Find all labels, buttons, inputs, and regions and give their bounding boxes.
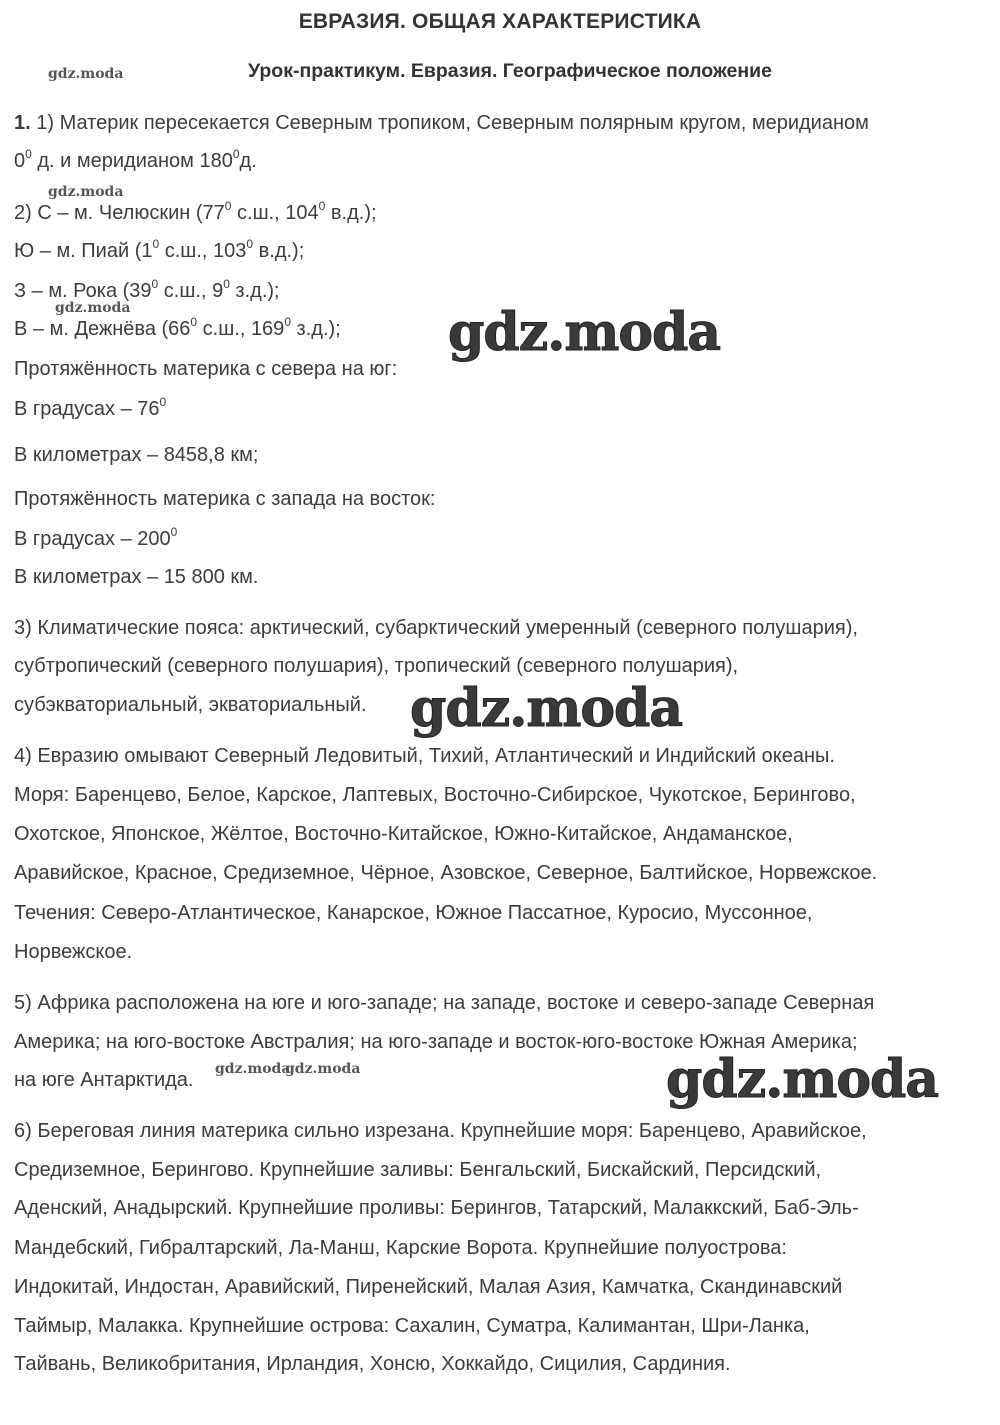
degree-sup: 0 <box>284 315 291 329</box>
text-run: З – м. Рока (39 <box>14 280 152 302</box>
degree-sup: 0 <box>223 277 230 291</box>
paragraph-1-line <box>14 147 257 173</box>
degree-sup: 0 <box>246 237 254 251</box>
paragraph-5-line: Америка; на юго-востоке Австралия; на юго-западе и восток-юго-востоке Южная Америка; <box>14 1031 858 1053</box>
paragraph-6-line: Мандебский, Гибралтарский, Ла-Манш, Карские Ворота. Крупнейшие полуострова: <box>14 1237 787 1259</box>
text-run: с.ш., 104 <box>231 202 319 224</box>
watermark-small: gdz.moda <box>55 300 131 316</box>
degree-sup: 0 <box>159 395 167 409</box>
degree-sup: 0 <box>170 525 178 539</box>
paragraph-4-line: Норвежское. <box>14 941 133 963</box>
text-run: с.ш., 169 <box>197 318 285 340</box>
paragraph-4-line: Охотское, Японское, Жёлтое, Восточно-Китайское, Южно-Китайское, Андаманское, <box>14 823 793 845</box>
item-number: 1. <box>14 112 31 134</box>
text-run: д. и меридианом 180 <box>31 150 233 172</box>
paragraph-6-line: Индокитай, Индостан, Аравийский, Пиренейский, Малая Азия, Камчатка, Скандинавский <box>14 1276 843 1298</box>
paragraph-4-line: Аравийское, Красное, Средиземное, Чёрное, Азовское, Северное, Балтийское, Норвежское. <box>14 862 878 884</box>
watermark-small: gdz.moda <box>285 1061 361 1077</box>
paragraph-3-line: субэкваториальный, экваториальный. <box>14 694 367 716</box>
text-run: В – м. Дежнёва (66 <box>14 318 191 340</box>
watermark-small: gdz.moda <box>48 66 124 82</box>
text-run: Ю – м. Пиай (1 <box>14 240 153 262</box>
paragraph-3-line: субтропический (северного полушария), тропический (северного полушария), <box>14 655 739 677</box>
paragraph-4-line: Течения: Северо-Атлантическое, Канарское, Южное Пассатное, Куросио, Муссонное, <box>14 902 813 924</box>
extreme-point-west <box>14 277 280 303</box>
watermark-large: gdz.moda <box>448 302 721 363</box>
text-run: в.д.); <box>253 240 305 262</box>
text-run: с.ш., 103 <box>159 240 247 262</box>
paragraph-1-line <box>14 112 869 135</box>
paragraph-5-line: на юге Антарктида. <box>14 1069 194 1091</box>
degree-sup: 0 <box>151 277 159 291</box>
extreme-point-north <box>14 199 377 225</box>
watermark-large: gdz.moda <box>666 1049 939 1110</box>
text-run: 0 <box>14 150 26 172</box>
extreme-point-east <box>14 315 341 341</box>
watermark-small: gdz.moda <box>215 1061 291 1077</box>
text-run: 1) Материк пересекается Северным тропиком, Северным полярным кругом, меридианом <box>36 112 869 134</box>
paragraph-5-line: 5) Африка расположена на юге и юго-западе; на западе, востоке и северо-западе Северная <box>14 992 875 1014</box>
degree-sup: 0 <box>318 199 326 213</box>
extreme-point-south <box>14 237 305 263</box>
extent-heading: Протяжённость материка с запада на восток: <box>14 488 436 510</box>
extent-heading: Протяжённость материка с севера на юг: <box>14 358 398 380</box>
paragraph-6-line: Средиземное, Берингово. Крупнейшие заливы: Бенгальский, Бискайский, Персидский, <box>14 1159 822 1181</box>
page-title: ЕВРАЗИЯ. ОБЩАЯ ХАРАКТЕРИСТИКА <box>298 10 702 33</box>
text-run: з.д.); <box>291 318 341 340</box>
text-run: В градусах – 76 <box>14 398 160 420</box>
text-run: с.ш., 9 <box>158 280 224 302</box>
degree-sup: 0 <box>190 315 198 329</box>
degree-sup: 0 <box>232 147 240 161</box>
text-run: д. <box>239 150 257 172</box>
paragraph-4-line: 4) Евразию омывают Северный Ледовитый, Тихий, Атлантический и Индийский океаны. <box>14 745 835 767</box>
paragraph-6-line: Тайвань, Великобритания, Ирландия, Хонсю, Хоккайдо, Сицилия, Сардиния. <box>14 1353 731 1375</box>
paragraph-6-line: Аденский, Анадырский. Крупнейшие проливы: Берингов, Татарский, Малаккский, Баб-Эль- <box>14 1197 859 1219</box>
extent-km: В километрах – 15 800 км. <box>14 566 259 588</box>
text-run: в.д.); <box>325 202 377 224</box>
watermark-small: gdz.moda <box>48 184 124 200</box>
text-run: В градусах – 200 <box>14 528 171 550</box>
paragraph-6-line: 6) Береговая линия материка сильно изрезана. Крупнейшие моря: Баренцево, Аравийское, <box>14 1120 867 1142</box>
extent-degrees <box>14 395 167 421</box>
text-run: з.д.); <box>229 280 280 302</box>
paragraph-6-line: Таймыр, Малакка. Крупнейшие острова: Сахалин, Суматра, Калимантан, Шри-Ланка, <box>14 1315 810 1337</box>
extent-km: В километрах – 8458,8 км; <box>14 444 259 466</box>
watermark-large: gdz.moda <box>410 678 683 739</box>
paragraph-3-line: 3) Климатические пояса: арктический, субарктический умеренный (северного полушария), <box>14 617 858 639</box>
degree-sup: 0 <box>152 237 160 251</box>
degree-sup: 0 <box>25 147 32 161</box>
text-run: 2) С – м. Челюскин (77 <box>14 202 225 224</box>
lesson-subtitle: Урок-практикум. Евразия. Географическое положение <box>248 60 772 82</box>
degree-sup: 0 <box>224 199 232 213</box>
paragraph-4-line: Моря: Баренцево, Белое, Карское, Лаптевых, Восточно-Сибирское, Чукотское, Берингово, <box>14 784 856 806</box>
extent-degrees <box>14 525 178 551</box>
